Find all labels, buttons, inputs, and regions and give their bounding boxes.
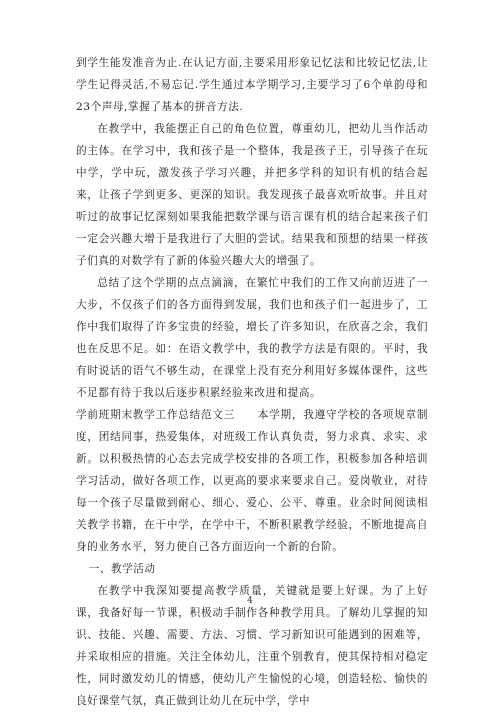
section-heading-teaching-activities: 一、教学活动	[88, 563, 156, 575]
paragraph-semester-reflection: 总结了这个学期的点点滴滴，在繁忙中我们的工作又向前迈进了一大步，不仅孩子们的各方面得到发展，我们也和孩子们一起进步了，工作中我们取得了许多宝贵的经验，增长了许多知识，在欣喜之余，我们也在反思不足。如：在语文教学中，我的教学方法是有限的。平时，我有时说话的语气不够生动，在课堂上没有充分利用好多媒体课件，这些不足都有待于我以后逐步积累经验来改进和提高。	[76, 277, 428, 399]
document-body	[76, 52, 428, 712]
paragraph-sample-three: 学前班期末教学工作总结范文三 本学期，我遵守学校的各项规章制度，团结同事，热爱集体，对班级工作认真负责，努力求真、求实、求新。以积极热情的心态去完成学校安排的各项工作，积极参加各种培训学习活动，做好各项工作，以更高的要求来要求自己。爱岗敬业，对待每一个孩子尽量做到耐心、细心、爱心、公平、尊重。业余时间阅读相关教学书籍，在干中学，在学中干，不断积累教学经验，不断地提高自身的业务水平，努力使自己各方面迈向一个新的台阶。	[76, 409, 428, 553]
page-number: 4	[247, 596, 253, 606]
paragraph-pinyin-summary: 到学生能发准音为止.在认记方面,主要采用形象记忆法和比较记忆法,让学生记得灵活,不易忘记.学生通过本学期学习,主要学习了6个单韵母和23个声母,掌握了基本的拼音方法.	[76, 57, 428, 113]
paragraph-teaching-role: 在教学中，我能摆正自己的角色位置，尊重幼儿，把幼儿当作活动的主体。在学习中，我和孩子是一个整体，我是孩子王，引导孩子在玩中学，学中玩，激发孩子学习兴趣，并把多学科的知识有机的结合起来，让孩子学到更多、更深的知识。我发现孩子最喜欢听故事。并且对听过的故事记忆深刻如果我能把数学课与语言课有机的结合起来孩子们一定会兴趣大增于是我进行了大胆的尝试。结果我和预想的结果一样孩子们真的对数学有了新的体验兴趣大大的增强了。	[76, 123, 428, 267]
paragraph-lesson-preparation: 在教学中我深知要提高教学质量，关键就是要上好课。为了上好课，我备好每一节课，积极动手制作各种教学用具。了解幼儿掌握的知识、技能、兴趣、需要、方法、习惯、学习新知识可能遇到的困难等，并采取相应的措施。关注全体幼儿，注重个别教育，使其保持相对稳定性，同时激发幼儿的情感，使幼儿产生愉悦的心境，创造轻松、愉快的良好课堂气氛，真正做到让幼儿在玩中学，学中	[76, 585, 428, 707]
